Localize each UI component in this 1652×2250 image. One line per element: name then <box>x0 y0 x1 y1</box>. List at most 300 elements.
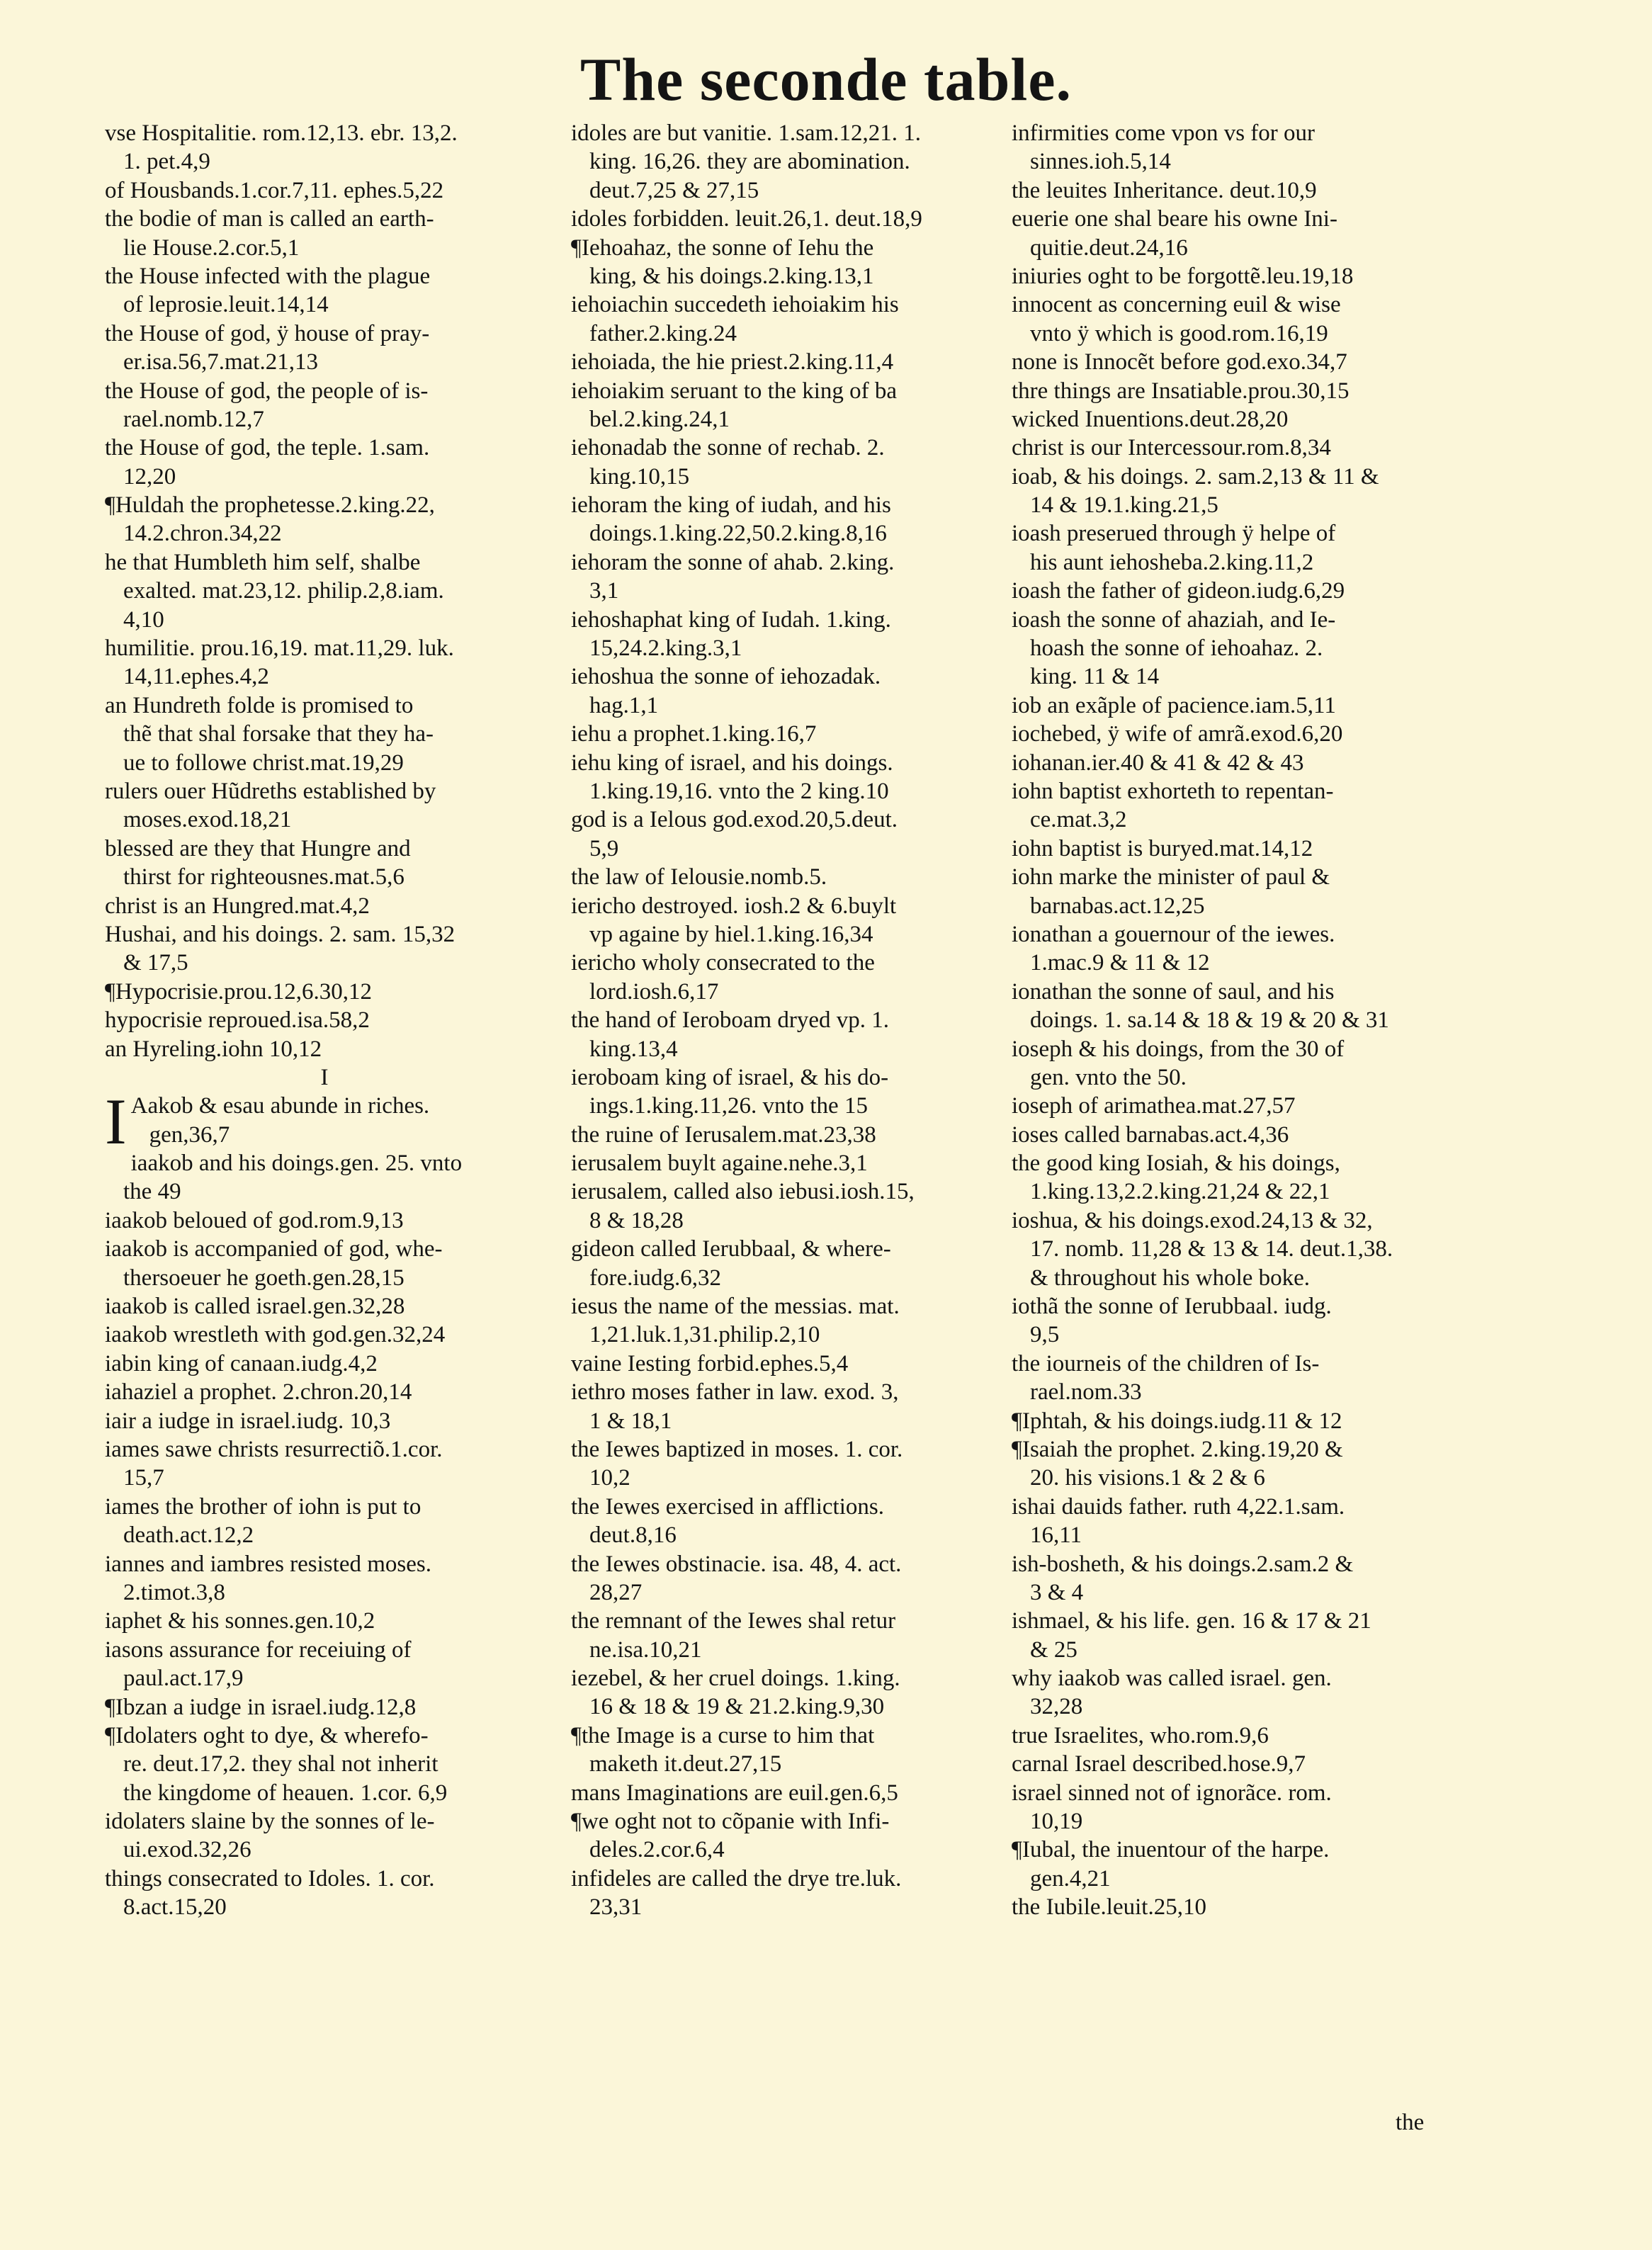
index-entry-line <box>105 377 544 405</box>
index-entry-text: an Hundreth folde is promised to <box>105 692 414 718</box>
index-entry-line <box>1012 1321 1465 1349</box>
index-entry-text: ish-bosheth, & his doings.2.sam.2 & <box>1012 1551 1354 1577</box>
index-entry-text: iannes and iambres resisted moses. <box>105 1551 431 1577</box>
index-entry-line <box>1012 1121 1465 1149</box>
index-entry-text: bel.2.king.24,1 <box>589 406 730 432</box>
index-entry-line <box>571 662 1010 691</box>
index-entry-line <box>571 749 1010 777</box>
index-entry-text: 5,9 <box>589 835 619 861</box>
index-entry-text: 16,11 <box>1030 1522 1082 1549</box>
index-entry-line <box>1012 405 1465 434</box>
index-entry-line <box>1012 262 1465 290</box>
index-entry-text: doings.1.king.22,50.2.king.8,16 <box>589 521 887 547</box>
index-entry-line <box>571 1779 1010 1807</box>
index-entry-line <box>105 1206 544 1235</box>
index-entry-line <box>571 949 1010 977</box>
index-entry-line <box>105 1722 544 1750</box>
index-entry-text: hypocrisie reproued.isa.58,2 <box>105 1007 370 1034</box>
index-entry-line <box>1012 1521 1465 1549</box>
index-entry-line <box>1012 720 1465 748</box>
index-entry-line <box>105 1636 544 1664</box>
index-entry-line <box>571 463 1010 491</box>
index-entry-text: king. 16,26. they are abomination. <box>589 149 910 175</box>
index-entry-text: 20. his visions.1 & 2 & 6 <box>1030 1465 1265 1491</box>
index-entry-text: Hushai, and his doings. 2. sam. 15,32 <box>105 921 456 947</box>
index-entry-text: ¶Iubal, the inuentour of the harpe. <box>1012 1837 1330 1863</box>
index-entry-line <box>105 1035 544 1063</box>
index-entry-text: the kingdome of heauen. 1.cor. 6,9 <box>123 1780 448 1806</box>
index-entry-line <box>571 377 1010 405</box>
index-entry-line <box>105 262 544 290</box>
index-entry-line <box>571 1063 1010 1092</box>
index-entry-text: 1,21.luk.1,31.philip.2,10 <box>589 1322 820 1348</box>
index-entry-text: idoles forbidden. leuit.26,1. deut.18,9 <box>571 206 922 232</box>
index-entry-text: deles.2.cor.6,4 <box>589 1837 725 1863</box>
index-entry-text: king.10,15 <box>589 463 690 490</box>
index-entry-text: iohanan.ier.40 & 41 & 42 & 43 <box>1012 750 1304 776</box>
index-entry-line <box>1012 920 1465 949</box>
index-entry-line <box>1012 749 1465 777</box>
index-entry-line <box>571 577 1010 605</box>
index-entry-line <box>1012 1493 1465 1521</box>
index-entry-line <box>1012 1550 1465 1578</box>
index-entry-line <box>105 863 544 891</box>
index-entry-text: lord.iosh.6,17 <box>589 978 719 1005</box>
index-entry-text: 28,27 <box>589 1579 643 1605</box>
index-entry-text: ¶Huldah the prophetesse.2.king.22, <box>105 492 435 519</box>
index-entry-line <box>571 1722 1010 1750</box>
index-entry-line <box>1012 119 1465 147</box>
index-entry-line <box>105 634 544 662</box>
index-entry-text: iaphet & his sonnes.gen.10,2 <box>105 1608 375 1634</box>
index-entry-text: idolaters slaine by the sonnes of le- <box>105 1809 435 1835</box>
index-entry-text: lie House.2.cor.5,1 <box>123 234 300 261</box>
index-entry-line <box>1012 1006 1465 1034</box>
index-entry-line <box>571 1006 1010 1034</box>
index-entry-line <box>1012 949 1465 977</box>
index-entry-text: the House of god, ÿ house of pray- <box>105 320 430 346</box>
index-entry-line <box>571 1407 1010 1435</box>
index-entry-line <box>105 176 544 205</box>
index-entry-line <box>1012 1692 1465 1721</box>
index-entry-line <box>571 176 1010 205</box>
index-entry-line <box>105 1435 544 1464</box>
index-entry-text: iochebed, ÿ wife of amrã.exod.6,20 <box>1012 721 1343 747</box>
index-entry-line <box>571 434 1010 462</box>
index-entry-text: iaakob wrestleth with god.gen.32,24 <box>105 1322 446 1348</box>
index-entry-text: iericho wholy consecrated to the <box>571 950 875 976</box>
index-entry-text: deut.8,16 <box>589 1522 677 1549</box>
index-entry-line <box>571 835 1010 863</box>
index-entry-text: death.act.12,2 <box>123 1522 254 1549</box>
index-entry-text: idoles are but vanitie. 1.sam.12,21. 1. <box>571 120 921 146</box>
index-entry-text: ishai dauids father. ruth 4,22.1.sam. <box>1012 1493 1345 1520</box>
index-entry-line <box>105 1493 544 1521</box>
index-entry-text: ¶Hypocrisie.prou.12,6.30,12 <box>105 978 372 1005</box>
index-entry-line <box>105 1607 544 1635</box>
index-entry-line <box>571 1550 1010 1578</box>
index-entry-line <box>1012 1350 1465 1378</box>
index-entry-text: 8 & 18,28 <box>589 1207 684 1233</box>
index-entry-line <box>1012 777 1465 805</box>
index-entry-line <box>1012 1177 1465 1206</box>
index-entry-line <box>1012 1750 1465 1778</box>
index-entry-text: 3,1 <box>589 578 619 604</box>
index-entry-line <box>105 1177 544 1206</box>
index-entry-text: hoash the sonne of iehoahaz. 2. <box>1030 635 1323 662</box>
index-entry-text: sinnes.ioh.5,14 <box>1030 149 1171 175</box>
index-entry-text: of leprosie.leuit.14,14 <box>123 292 329 318</box>
index-entry-line <box>1012 835 1465 863</box>
index-entry-text: infirmities come vpon vs for our <box>1012 120 1316 146</box>
index-entry-text: innocent as concerning euil & wise <box>1012 292 1341 318</box>
index-entry-line <box>105 1407 544 1435</box>
index-entry-text: iabin king of canaan.iudg.4,2 <box>105 1350 378 1376</box>
index-entry-text: iames sawe christs resurrectiõ.1.cor. <box>105 1436 443 1462</box>
index-entry-line <box>1012 577 1465 605</box>
index-entry-line <box>105 1693 544 1722</box>
index-entry-text: thirst for righteousnes.mat.5,6 <box>123 864 404 891</box>
drop-cap-letter: I <box>105 1085 127 1158</box>
index-entry-text: 15,7 <box>123 1465 164 1491</box>
index-entry-line <box>105 949 544 977</box>
index-entry-line <box>571 119 1010 147</box>
index-columns <box>105 119 1451 2188</box>
index-entry-text: 1 & 18,1 <box>589 1408 672 1434</box>
index-entry-text: rael.nomb.12,7 <box>123 406 264 432</box>
index-entry-line <box>571 548 1010 577</box>
index-entry-line <box>105 1807 544 1836</box>
index-entry-line <box>1012 1779 1465 1807</box>
index-entry-line <box>571 720 1010 748</box>
index-entry-text: iohn baptist exhorteth to repentan- <box>1012 778 1334 804</box>
index-entry-line <box>105 1578 544 1607</box>
index-entry-text: iehoram the king of iudah, and his <box>571 492 891 519</box>
index-entry-text: 32,28 <box>1030 1694 1083 1720</box>
index-entry-line <box>571 1807 1010 1836</box>
index-entry-text: ishmael, & his life. gen. 16 & 17 & 21 <box>1012 1608 1371 1634</box>
index-entry-text: ¶Idolaters oght to dye, & wherefo- <box>105 1722 429 1748</box>
index-entry-line <box>105 234 544 262</box>
index-entry-line <box>105 892 544 920</box>
index-entry-line <box>105 290 544 319</box>
index-entry-text: king. 11 & 14 <box>1030 664 1160 690</box>
index-column-1 <box>105 119 544 1922</box>
index-entry-line <box>1012 1664 1465 1692</box>
index-entry-line <box>571 290 1010 319</box>
index-entry-line <box>105 1378 544 1406</box>
index-entry-line <box>1012 1206 1465 1235</box>
index-entry-text: the good king Iosiah, & his doings, <box>1012 1151 1340 1177</box>
index-entry-text: of Housbands.1.cor.7,11. ephes.5,22 <box>105 177 444 203</box>
index-entry-text: he that Humbleth him self, shalbe <box>105 549 421 575</box>
index-entry-text: the law of Ielousie.nomb.5. <box>571 864 827 891</box>
index-entry-text: god is a Ielous god.exod.20,5.deut. <box>571 807 898 833</box>
index-entry-text: rulers ouer Hũdreths established by <box>105 778 436 804</box>
index-entry-line <box>571 1264 1010 1292</box>
index-entry-line <box>571 805 1010 834</box>
index-entry-text: iehoiachin succedeth iehoiakim his <box>571 292 899 318</box>
index-entry-line <box>1012 463 1465 491</box>
index-entry-line <box>571 1692 1010 1721</box>
index-entry-line <box>105 147 544 176</box>
index-entry-line <box>1012 1607 1465 1635</box>
index-entry-text: true Israelites, who.rom.9,6 <box>1012 1722 1269 1748</box>
index-entry-text: iair a iudge in israel.iudg. 10,3 <box>105 1408 391 1434</box>
index-entry-line <box>1012 348 1465 376</box>
index-entry-text: barnabas.act.12,25 <box>1030 893 1205 919</box>
index-entry-text: the remnant of the Iewes shal retur <box>571 1608 896 1634</box>
index-entry-text: ioshua, & his doings.exod.24,13 & 32, <box>1012 1207 1373 1233</box>
index-entry-text: iehoshua the sonne of iehozadak. <box>571 664 881 690</box>
index-entry-line <box>105 434 544 462</box>
index-entry-line <box>571 405 1010 434</box>
index-entry-text: gideon called Ierubbaal, & where- <box>571 1236 891 1262</box>
index-entry-line <box>1012 176 1465 205</box>
index-column-2 <box>571 119 1010 1922</box>
index-entry-text: 2.timot.3,8 <box>123 1579 225 1605</box>
index-entry-line <box>105 1264 544 1292</box>
index-entry-line <box>571 1578 1010 1607</box>
index-entry-line <box>105 1779 544 1807</box>
index-entry-line <box>1012 1464 1465 1492</box>
index-entry-text: euerie one shal beare his owne Ini- <box>1012 206 1337 232</box>
index-entry-line <box>1012 863 1465 891</box>
index-entry-line <box>105 577 544 605</box>
index-entry-text: iohn baptist is buryed.mat.14,12 <box>1012 835 1313 861</box>
index-entry-text: 3 & 4 <box>1030 1579 1084 1605</box>
index-entry-text: vnto ÿ which is good.rom.16,19 <box>1030 320 1328 346</box>
index-entry-text: the House of god, the people of is- <box>105 378 429 404</box>
index-entry-text: an Hyreling.iohn 10,12 <box>105 1036 322 1062</box>
index-entry-text: humilitie. prou.16,19. mat.11,29. luk. <box>105 635 454 662</box>
index-entry-line <box>1012 491 1465 519</box>
index-entry-line <box>571 1206 1010 1235</box>
index-entry-text: ui.exod.32,26 <box>123 1837 251 1863</box>
index-entry-line <box>1012 1636 1465 1664</box>
index-entry-line <box>1012 1063 1465 1092</box>
index-entry-text: israel sinned not of ignorãce. rom. <box>1012 1780 1332 1806</box>
index-entry-line <box>571 1750 1010 1778</box>
index-entry-text: gen. vnto the 50. <box>1030 1064 1187 1090</box>
index-entry-line <box>571 1378 1010 1406</box>
index-entry-text: king.13,4 <box>589 1036 678 1062</box>
index-entry-line <box>105 1550 544 1578</box>
index-entry-text: infideles are called the drye tre.luk. <box>571 1865 902 1892</box>
index-entry-line <box>571 1321 1010 1349</box>
index-entry-line <box>1012 147 1465 176</box>
index-entry-text: ioash the father of gideon.iudg.6,29 <box>1012 578 1345 604</box>
index-entry-text: iezebel, & her cruel doings. 1.king. <box>571 1666 900 1692</box>
index-entry-text: deut.7,25 & 27,15 <box>589 177 759 203</box>
index-entry-text: 4,10 <box>123 606 164 633</box>
index-entry-line <box>131 1149 544 1177</box>
index-entry-text: iothã the sonne of Ierubbaal. iudg. <box>1012 1294 1332 1320</box>
index-entry-text: thersoeuer he goeth.gen.28,15 <box>123 1265 404 1291</box>
index-entry-text: ioseph & his doings, from the 30 of <box>1012 1036 1345 1062</box>
index-entry-text: his aunt iehosheba.2.king.11,2 <box>1030 549 1314 575</box>
index-entry-line <box>571 691 1010 720</box>
index-entry-line <box>105 1836 544 1864</box>
index-entry-text: the Iubile.leuit.25,10 <box>1012 1894 1206 1921</box>
index-entry-text: vse Hospitalitie. rom.12,13. ebr. 13,2. <box>105 120 458 146</box>
index-entry-line <box>571 892 1010 920</box>
index-entry-line <box>105 805 544 834</box>
index-entry-line <box>105 1664 544 1692</box>
index-entry-line <box>571 147 1010 176</box>
index-entry-line <box>1012 662 1465 691</box>
index-entry-text: the ruine of Ierusalem.mat.23,38 <box>571 1121 876 1148</box>
index-entry-text: ierusalem, called also iebusi.iosh.15, <box>571 1179 915 1205</box>
index-entry-text: iniuries oght to be forgottẽ.leu.19,18 <box>1012 263 1354 289</box>
index-entry-text: thre things are Insatiable.prou.30,15 <box>1012 378 1350 404</box>
index-entry-text: iehoiakim seruant to the king of ba <box>571 378 898 404</box>
index-entry-line <box>571 1893 1010 1921</box>
index-entry-line <box>1012 1807 1465 1836</box>
index-entry-text: the Iewes baptized in moses. 1. cor. <box>571 1436 903 1462</box>
index-entry-text: ¶Ibzan a iudge in israel.iudg.12,8 <box>105 1694 417 1720</box>
index-entry-line <box>571 1836 1010 1864</box>
index-entry-text: blessed are they that Hungre and <box>105 835 411 861</box>
index-entry-line <box>1012 548 1465 577</box>
index-entry-text: & 17,5 <box>123 950 188 976</box>
index-entry-text: things consecrated to Idoles. 1. cor. <box>105 1865 435 1892</box>
index-entry-line <box>571 1035 1010 1063</box>
page-title: The seconde table. <box>579 45 1073 113</box>
index-entry-line <box>1012 519 1465 548</box>
index-entry-line <box>105 1893 544 1921</box>
index-entry-line <box>1012 1035 1465 1063</box>
index-entry-text: ¶Iehoahaz, the sonne of Iehu the <box>571 234 874 261</box>
index-entry-text: 1. pet.4,9 <box>123 149 210 175</box>
index-entry-text: ¶the Image is a curse to him that <box>571 1722 875 1748</box>
index-entry-line <box>1012 978 1465 1006</box>
index-entry-line <box>571 205 1010 233</box>
index-entry-text: the bodie of man is called an earth- <box>105 206 434 232</box>
index-entry-line <box>571 777 1010 805</box>
index-entry-line <box>1012 320 1465 348</box>
index-entry-line <box>571 262 1010 290</box>
index-entry-text: rael.nom.33 <box>1030 1379 1142 1406</box>
index-entry-line <box>571 1664 1010 1692</box>
index-entry-line <box>1012 606 1465 634</box>
index-entry-line <box>571 634 1010 662</box>
index-entry-text: Aakob & esau abunde in riches. <box>130 1093 430 1119</box>
index-entry-line <box>1012 1378 1465 1406</box>
index-entry-line <box>571 1865 1010 1893</box>
index-entry-line <box>105 119 544 147</box>
index-entry-line <box>1012 1235 1465 1263</box>
index-entry-text: I <box>320 1064 329 1090</box>
index-entry-text: ierusalem buylt againe.nehe.3,1 <box>571 1151 868 1177</box>
index-entry-line <box>105 1321 544 1349</box>
index-entry-line <box>571 606 1010 634</box>
index-entry-text: fore.iudg.6,32 <box>589 1265 722 1291</box>
index-entry-line <box>571 519 1010 548</box>
index-entry-text: the iourneis of the children of Is- <box>1012 1350 1320 1376</box>
index-entry-text: ioses called barnabas.act.4,36 <box>1012 1121 1289 1148</box>
index-entry-text: iames the brother of iohn is put to <box>105 1493 422 1520</box>
index-entry-text: iehoiada, the hie priest.2.king.11,4 <box>571 349 894 375</box>
index-entry-line <box>105 1350 544 1378</box>
index-entry-text: iahaziel a prophet. 2.chron.20,14 <box>105 1379 412 1406</box>
section-letter <box>105 1063 544 1092</box>
index-entry-line <box>571 1177 1010 1206</box>
index-entry-text: gen.4,21 <box>1030 1865 1111 1892</box>
index-entry-text: iesus the name of the messias. mat. <box>571 1294 900 1320</box>
index-entry-text: 10,2 <box>589 1465 630 1491</box>
index-entry-text: ioseph of arimathea.mat.27,57 <box>1012 1093 1296 1119</box>
index-entry-text: the House of god, the teple. 1.sam. <box>105 435 430 461</box>
index-entry-line <box>1012 1292 1465 1321</box>
index-entry-line <box>1012 1435 1465 1464</box>
index-entry-line <box>105 548 544 577</box>
index-entry-text: ¶Iphtah, & his doings.iudg.11 & 12 <box>1012 1408 1342 1434</box>
index-entry-text: paul.act.17,9 <box>123 1666 244 1692</box>
index-entry-text: ionathan the sonne of saul, and his <box>1012 978 1335 1005</box>
index-entry-line <box>105 348 544 376</box>
index-entry-text: iehu a prophet.1.king.16,7 <box>571 721 817 747</box>
index-entry-text: iehoram the sonne of ahab. 2.king. <box>571 549 895 575</box>
index-entry-line <box>105 519 544 548</box>
index-entry-text: maketh it.deut.27,15 <box>589 1751 782 1777</box>
index-entry-line <box>1012 892 1465 920</box>
index-entry-text: none is Innocẽt before god.exo.34,7 <box>1012 349 1347 375</box>
index-entry-line <box>571 1493 1010 1521</box>
index-entry-text: the Iewes obstinacie. isa. 48, 4. act. <box>571 1551 902 1577</box>
index-entry-text: 17. nomb. 11,28 & 13 & 14. deut.1,38. <box>1030 1236 1393 1262</box>
index-entry-text: the leuites Inheritance. deut.10,9 <box>1012 177 1317 203</box>
index-entry-text: ce.mat.3,2 <box>1030 807 1127 833</box>
index-entry-line <box>571 1435 1010 1464</box>
index-entry-text: er.isa.56,7.mat.21,13 <box>123 349 318 375</box>
index-entry-line <box>1012 691 1465 720</box>
index-entry-line <box>571 1292 1010 1321</box>
index-entry-line <box>1012 1893 1465 1921</box>
index-entry-text: 23,31 <box>589 1894 643 1921</box>
index-entry-text: the House infected with the plague <box>105 263 431 289</box>
index-entry-text: iob an exãple of pacience.iam.5,11 <box>1012 692 1336 718</box>
index-entry-text: 16 & 18 & 19 & 21.2.king.9,30 <box>589 1694 885 1720</box>
index-entry-text: ioash the sonne of ahaziah, and Ie- <box>1012 606 1336 633</box>
index-entry-text: the Iewes exercised in afflictions. <box>571 1493 884 1520</box>
index-entry-line <box>571 348 1010 376</box>
index-entry-line <box>105 835 544 863</box>
index-entry-line <box>1012 634 1465 662</box>
index-entry-text: iehoshaphat king of Iudah. 1.king. <box>571 606 891 633</box>
index-entry-text: the 49 <box>123 1179 181 1205</box>
index-entry-text: father.2.king.24 <box>589 320 737 346</box>
index-entry-line <box>131 1121 544 1149</box>
index-entry-text: iaakob beloued of god.rom.9,13 <box>105 1207 404 1233</box>
index-entry-line <box>571 320 1010 348</box>
index-entry-text: 1.mac.9 & 11 & 12 <box>1030 950 1210 976</box>
index-entry-line <box>105 1235 544 1263</box>
index-entry-text: 14 & 19.1.king.21,5 <box>1030 492 1218 519</box>
index-entry-line <box>1012 234 1465 262</box>
index-entry-text: iasons assurance for receiuing of <box>105 1636 412 1663</box>
index-entry-text: doings. 1. sa.14 & 18 & 19 & 20 & 31 <box>1030 1007 1389 1034</box>
index-entry-line <box>1012 1865 1465 1893</box>
index-entry-line <box>105 320 544 348</box>
index-entry-line <box>105 491 544 519</box>
index-entry-line <box>571 1092 1010 1120</box>
index-entry-text: iericho destroyed. iosh.2 & 6.buylt <box>571 893 897 919</box>
index-entry-line <box>571 978 1010 1006</box>
index-entry-text: iaakob is accompanied of god, whe- <box>105 1236 443 1262</box>
index-entry-line <box>105 777 544 805</box>
index-entry-text: 10,19 <box>1030 1809 1083 1835</box>
